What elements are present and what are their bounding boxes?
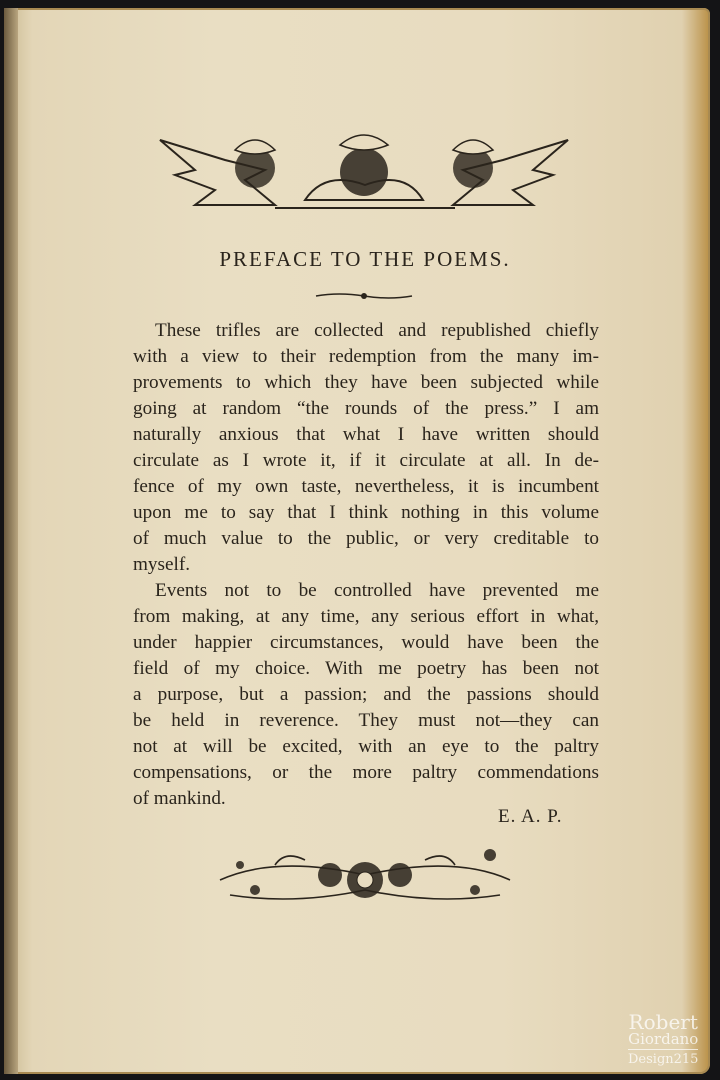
text-line: not at will be excited, with an eye to the paltry <box>133 736 599 757</box>
text-line: of mankind. <box>133 788 226 809</box>
text-line: under happier circumstances, would have been the <box>133 632 599 653</box>
text-line: These trifles are collected and republished chiefly <box>155 320 599 341</box>
text-line: going at random “the rounds of the press.” I am <box>133 398 599 419</box>
watermark-line2: Giordano <box>628 1030 699 1048</box>
text-line: a purpose, but a passion; and the passions should <box>133 684 599 705</box>
paragraph-2 <box>133 578 599 812</box>
text-line: upon me to say that I think nothing in this volume <box>133 502 599 523</box>
watermark <box>628 1012 698 1066</box>
watermark-line3: Design215 <box>628 1052 699 1067</box>
floral-ornament <box>215 835 515 915</box>
text-line: provements to which they have been subjected while <box>133 372 599 393</box>
title-divider-flourish <box>314 290 414 302</box>
text-line: field of my choice. With me poetry has been not <box>133 658 599 679</box>
preface-text <box>133 318 599 812</box>
text-line: circulate as I wrote it, if it circulate at all. In de- <box>133 450 599 471</box>
text-line: fence of my own taste, nevertheless, it is incumbent <box>133 476 599 497</box>
text-line: from making, at any time, any serious effort in what, <box>133 606 599 627</box>
text-line: be held in reverence. They must not—they can <box>133 710 599 731</box>
text-line: with a view to their redemption from the many im- <box>133 346 599 367</box>
signature: E. A. P. <box>498 806 563 827</box>
text-line: Events not to be controlled have prevented me <box>155 580 599 601</box>
thistle-ornament <box>155 130 573 216</box>
text-line: myself. <box>133 554 191 575</box>
paragraph-1 <box>133 318 599 578</box>
text-line: of much value to the public, or very creditable to <box>133 528 599 549</box>
text-line: naturally anxious that what I have written should <box>133 424 599 445</box>
text-line: compensations, or the more paltry commendations <box>133 762 599 783</box>
page-title: PREFACE TO THE POEMS. <box>219 247 511 271</box>
watermark-line1: Robert <box>628 1010 698 1034</box>
page-spine-edge <box>4 8 18 1074</box>
